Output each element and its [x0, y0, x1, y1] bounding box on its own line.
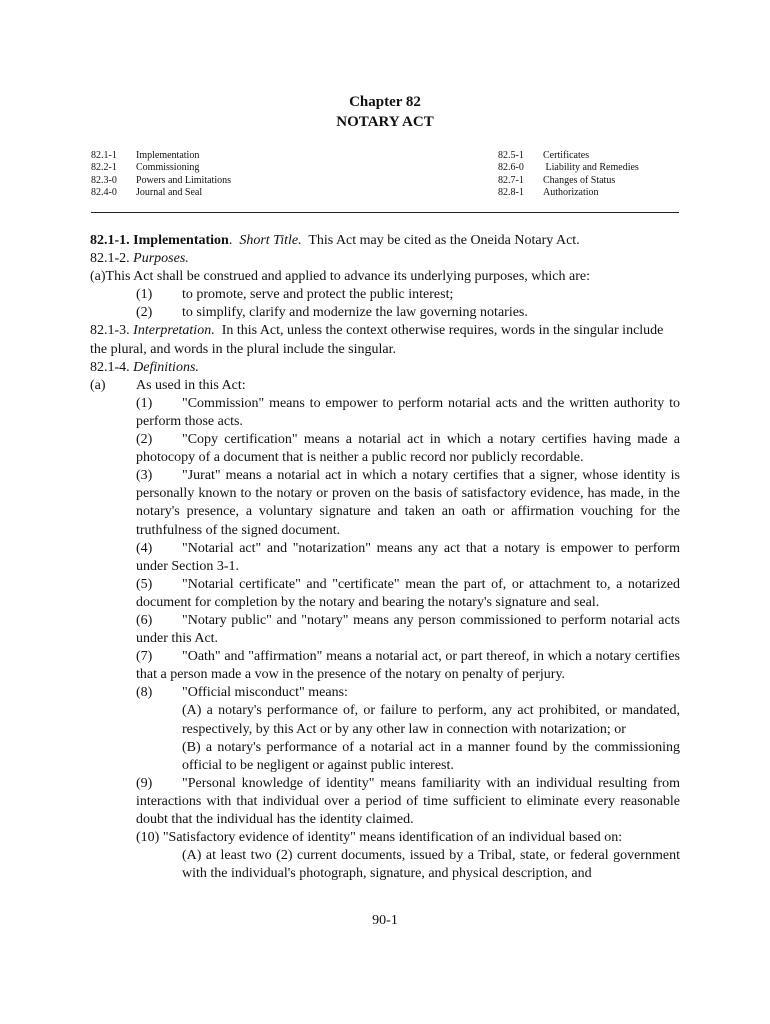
misconduct-item: (A) a notary's performance of, or failure to perform, any act prohibited, or mandated, respectively, by this Act or by any other law in connection with notarization; or	[182, 703, 680, 737]
misconduct-item: (B) a notary's performance of a notarial act in a manner found by the commissioning official to be negligent or against public interest.	[182, 739, 680, 773]
page-number: 90-1	[372, 913, 398, 928]
toc-entry: 82.1-1 Implementation	[91, 150, 200, 161]
definition-item: (9) "Personal knowledge of identity" means familiarity with an individual resulting from interactions with that individual over a period of time sufficient to eliminate every reasonable doubt that the individual has the identity claimed.	[136, 775, 680, 827]
toc-left-column	[91, 150, 231, 199]
definition-item: (2) "Copy certification" means a notarial act in which a notary certifies having made a photocopy of a document that is neither a public record nor publicly recordable.	[136, 432, 680, 466]
definition-item: (1) "Commission" means to empower to perform notarial acts and the written authority to perform those acts.	[136, 395, 680, 429]
toc-entry: 82.7-1 Changes of Status	[498, 174, 616, 186]
purposes-intro: (a)This Act shall be construed and applied to advance its underlying purposes, which are:	[90, 269, 590, 285]
toc-right-column	[498, 150, 639, 199]
chapter-title: NOTARY ACT	[336, 114, 434, 130]
definition-item: (4) "Notarial act" and "notarization" means any act that a notary is empower to perform under Section 3-1.	[136, 540, 680, 574]
definition-item: (3) "Jurat" means a notarial act in which a notary certifies that a signer, whose identity is personally known to the notary or proven on the basis of satisfactory evidence, has made, in the notary's presence, a voluntary signature and taken an oath or affirmation vouching for the truthfulness of the signed document.	[136, 468, 680, 538]
purpose-item: (1) to promote, serve and protect the public interest;	[136, 287, 454, 303]
section-82-1-1: 82.1-1. Implementation. Short Title. This Act may be cited as the Oneida Notary Act.	[90, 233, 580, 248]
section-divider	[91, 212, 679, 213]
definition-item: (7) "Oath" and "affirmation" means a notarial act, or part thereof, in which a notary certifies that a person made a vow in the presence of the notary on penalty of perjury.	[136, 649, 680, 683]
definition-item: (8) "Official misconduct" means:	[136, 685, 348, 701]
toc-entry: 82.5-1 Certificates	[498, 150, 590, 161]
chapter-number: Chapter 82	[349, 94, 421, 110]
toc-entry: 82.2-1 Commissioning	[91, 162, 200, 174]
toc-entry: 82.4-0 Journal and Seal	[91, 186, 203, 198]
section-82-1-2: 82.1-2. Purposes.	[90, 251, 189, 267]
section-82-1-4: 82.1-4. Definitions.	[90, 359, 199, 375]
definitions-intro: (a) As used in this Act:	[90, 377, 246, 393]
definition-item: (10) "Satisfactory evidence of identity" means identification of an individual based on:	[136, 830, 623, 846]
toc-entry: 82.3-0 Powers and Limitations	[91, 174, 231, 186]
section-82-1-3: 82.1-3. Interpretation. In this Act, unless the context otherwise requires, words in the singular include the plural, and words in the plural include the singular.	[90, 323, 664, 357]
definition-item: (6) "Notary public" and "notary" means any person commissioned to perform notarial acts under this Act.	[136, 612, 680, 647]
evidence-item: (A) at least two (2) current documents, issued by a Tribal, state, or federal government with the individual's photograph, signature, and physical description, and	[182, 848, 680, 882]
toc-entry: 82.8-1 Authorization	[498, 186, 599, 198]
definition-item: (5) "Notarial certificate" and "certificate" mean the part of, or attachment to, a notarized document for completion by the notary and bearing the notary's signature and seal.	[136, 576, 680, 610]
purpose-item: (2) to simplify, clarify and modernize the law governing notaries.	[136, 305, 528, 321]
document-body	[90, 232, 680, 883]
toc-entry: 82.6-0 Liability and Remedies	[498, 162, 639, 174]
